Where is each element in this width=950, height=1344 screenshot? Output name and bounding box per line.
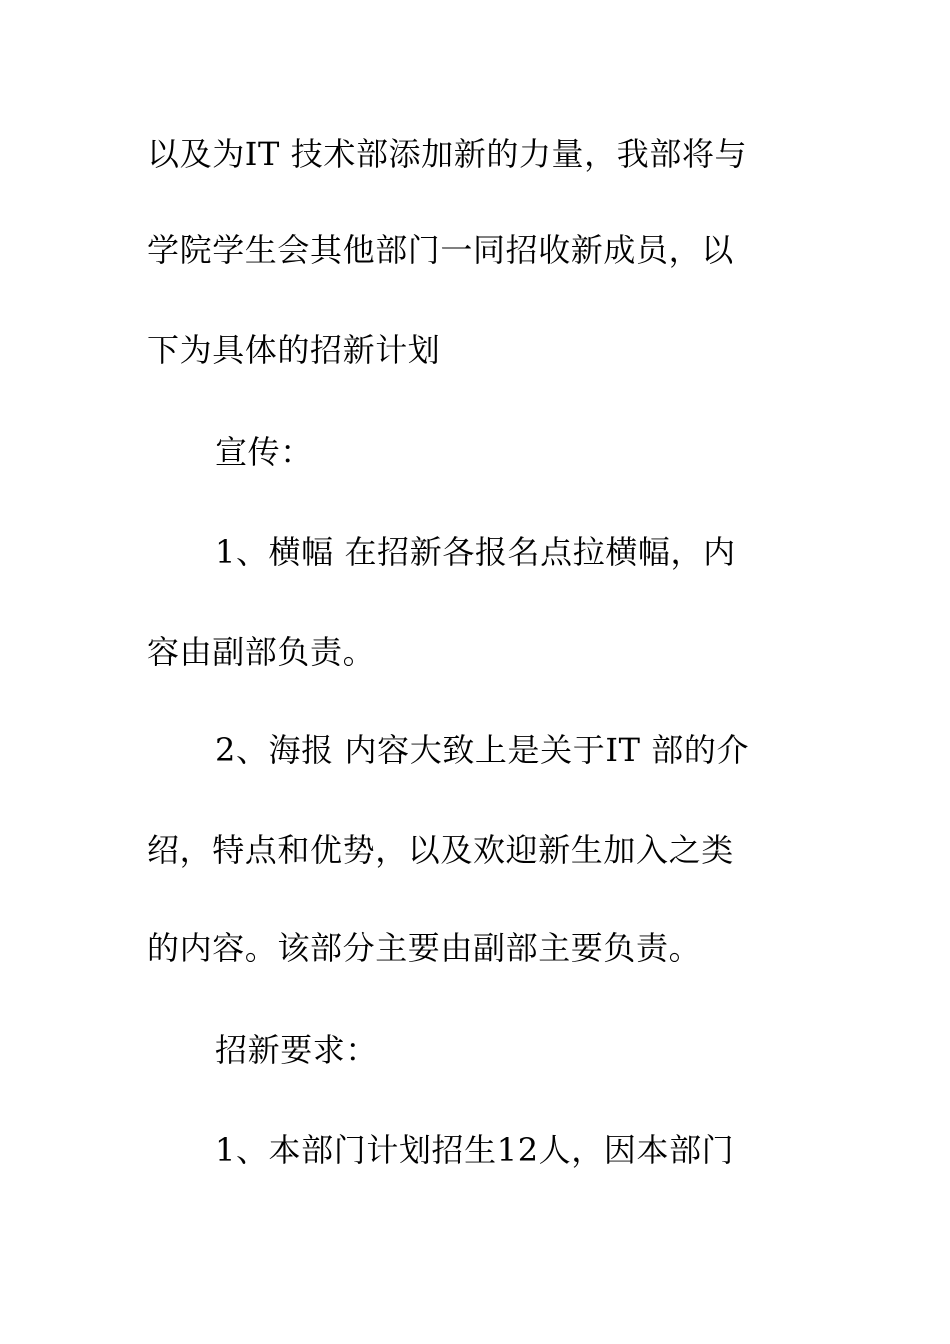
- paragraph-line: 以及为IT 技术部添加新的力量，我部将与: [147, 135, 748, 173]
- paragraph-line: 下为具体的招新计划: [147, 331, 441, 369]
- paragraph-line: 容由副部负责。: [147, 633, 376, 671]
- list-item: 2、海报 内容大致上是关于IT 部的介: [215, 731, 750, 769]
- paragraph-line: 绍，特点和优势，以及欢迎新生加入之类: [147, 831, 734, 869]
- section-heading: 招新要求：: [215, 1031, 379, 1069]
- list-item: 1、横幅 在招新各报名点拉横幅，内: [215, 533, 736, 571]
- list-item: 1、本部门计划招生12人，因本部门: [215, 1131, 735, 1169]
- section-heading: 宣传：: [215, 433, 313, 471]
- paragraph-line: 的内容。该部分主要由副部主要负责。: [147, 929, 702, 967]
- paragraph-line: 学院学生会其他部门一同招收新成员，以: [147, 231, 734, 269]
